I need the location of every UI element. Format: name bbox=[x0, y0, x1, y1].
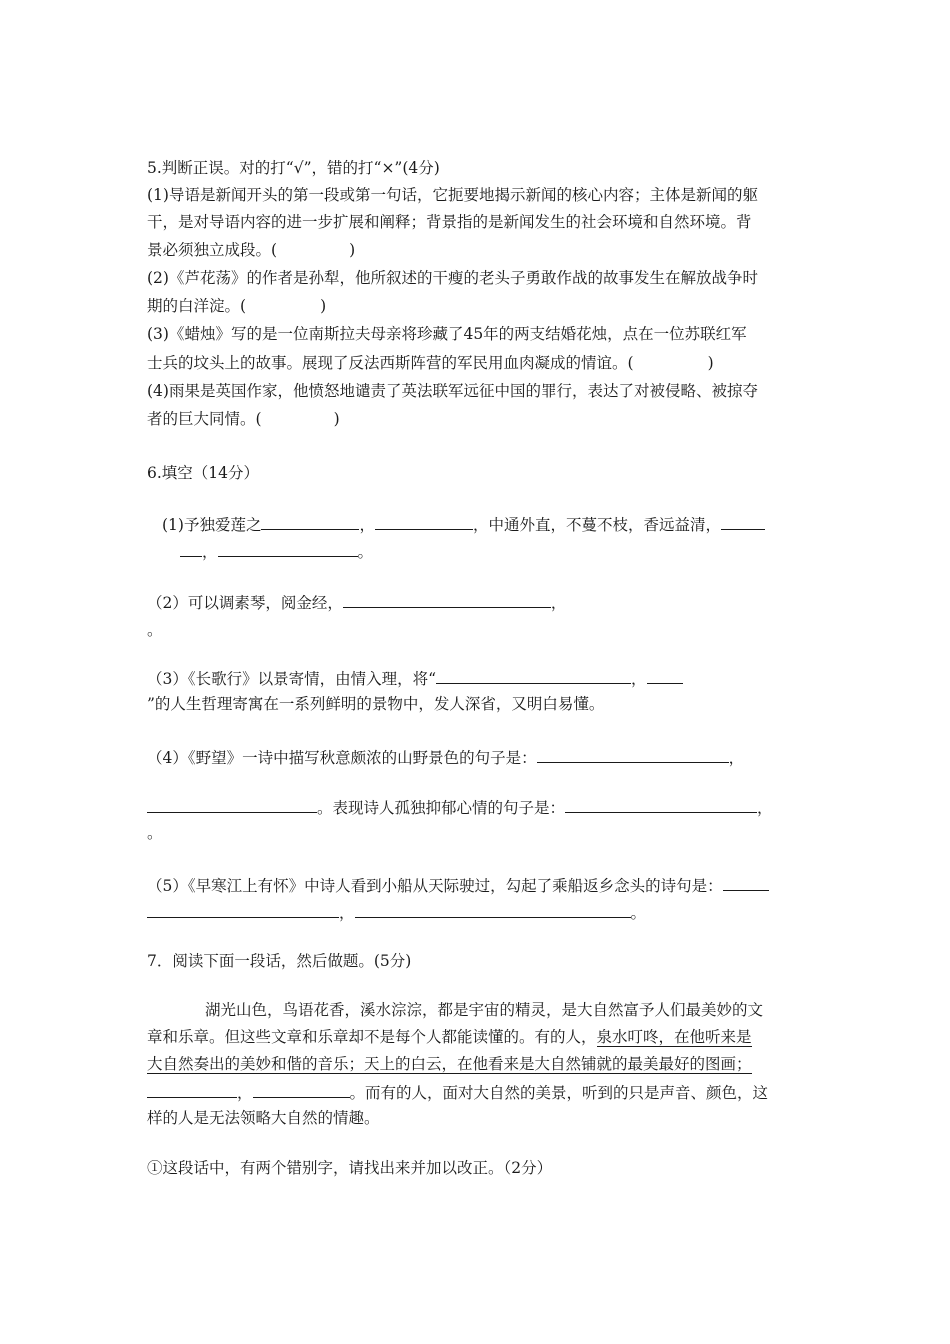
fill-blank[interactable] bbox=[723, 873, 769, 891]
fill-blank[interactable] bbox=[647, 666, 683, 684]
fill-blank[interactable] bbox=[147, 1080, 237, 1098]
fill-blank[interactable] bbox=[565, 795, 757, 813]
q6-item1-line1: (1)予独爱莲之 ， ，中通外直，不蔓不枝，香远益清， bbox=[162, 512, 765, 536]
q7-paragraph-line4: ， 。而有的人，面对大自然的美景，听到的只是声音、颜色，这 bbox=[147, 1080, 768, 1104]
q6-item2-line2: 。 bbox=[147, 621, 163, 639]
q5-item2-line1: (2)《芦花荡》的作者是孙犁，他所叙述的干瘦的老头子勇敢作战的故事发生在解放战争时 bbox=[147, 269, 758, 287]
q5-item1-line1: (1)导语是新闻开头的第一段或第一句话，它扼要地揭示新闻的核心内容；主体是新闻的躯 bbox=[147, 186, 758, 204]
underlined-sentence: 大自然奏出的美妙和偕的音乐；天上的白云，在他看来是大自然铺就的最美最好的图画； bbox=[147, 1055, 752, 1073]
q6-item1-line2: ， 。 bbox=[180, 539, 373, 563]
fill-blank[interactable] bbox=[218, 539, 358, 557]
fill-blank[interactable] bbox=[253, 1080, 350, 1098]
q6-item4-line1: （4）《野望》一诗中描写秋意颇浓的山野景色的句子是： ， bbox=[147, 745, 744, 769]
q6-item2-line1: （2）可以调素琴，阅金经， ， bbox=[147, 590, 566, 614]
fill-blank[interactable] bbox=[721, 512, 765, 530]
fill-blank[interactable] bbox=[147, 900, 339, 918]
q5-title: 5.判断正误。对的打“√”，错的打“×”(4分) bbox=[147, 159, 440, 177]
q5-item4-line2: 者的巨大同情。( ) bbox=[147, 410, 340, 428]
fill-blank[interactable] bbox=[261, 512, 359, 530]
q6-item3-line2: ”的人生哲理寄寓在一系列鲜明的景物中，发人深省，又明白易懂。 bbox=[147, 695, 605, 713]
q7-title: 7．阅读下面一段话，然后做题。(5分) bbox=[147, 952, 412, 970]
q7-paragraph-line2: 章和乐章。但这些文章和乐章却不是每个人都能读懂的。有的人，泉水叮咚，在他听来是 bbox=[147, 1028, 752, 1046]
fill-blank[interactable] bbox=[436, 666, 631, 684]
q5-item4-line1: (4)雨果是英国作家，他愤怒地谴责了英法联军远征中国的罪行，表达了对被侵略、被掠夺 bbox=[147, 382, 758, 400]
fill-blank[interactable] bbox=[180, 539, 202, 557]
q5-item2-line2: 期的白洋淀。( ) bbox=[147, 297, 327, 315]
q6-item5-line1: （5）《早寒江上有怀》中诗人看到小船从天际驶过，勾起了乘船返乡念头的诗句是： bbox=[147, 873, 769, 897]
q5-item3-line1: (3)《蜡烛》写的是一位南斯拉夫母亲将珍藏了45年的两支结婚花烛，点在一位苏联红军 bbox=[147, 325, 747, 343]
q5-item1-line2: 干，是对导语内容的进一步扩展和阐释；背景指的是新闻发生的社会环境和自然环境。背 bbox=[147, 213, 752, 231]
fill-blank[interactable] bbox=[355, 900, 631, 918]
q6-item4-line2: 。表现诗人孤独抑郁心情的句子是： ， bbox=[147, 795, 773, 819]
q5-item1-line3: 景必须独立成段。( ) bbox=[147, 241, 356, 259]
fill-blank[interactable] bbox=[147, 795, 317, 813]
fill-blank[interactable] bbox=[375, 512, 473, 530]
fill-blank[interactable] bbox=[537, 745, 729, 763]
q6-title: 6.填空（14分） bbox=[147, 464, 260, 482]
q6-item3-line1: （3）《长歌行》以景寄情，由情入理，将“ ， bbox=[147, 666, 683, 690]
q7-subquestion-1: ①这段话中，有两个错别字，请找出来并加以改正。（2分） bbox=[147, 1159, 553, 1177]
q6-item5-line2: ， 。 bbox=[147, 900, 646, 924]
q7-paragraph-line3 bbox=[147, 1053, 752, 1075]
fill-blank[interactable] bbox=[343, 590, 551, 608]
q5-item3-line2: 士兵的坟头上的故事。展现了反法西斯阵营的军民用血肉凝成的情谊。( ) bbox=[147, 354, 714, 372]
q7-paragraph-line1: 湖光山色，鸟语花香，溪水淙淙，都是宇宙的精灵，是大自然富予人们最美妙的文 bbox=[205, 1001, 764, 1019]
q7-paragraph-line5: 样的人是无法领略大自然的情趣。 bbox=[147, 1109, 380, 1127]
q6-item4-line3: 。 bbox=[147, 824, 163, 842]
underlined-sentence: 泉水叮咚，在他听来是 bbox=[596, 1028, 752, 1046]
